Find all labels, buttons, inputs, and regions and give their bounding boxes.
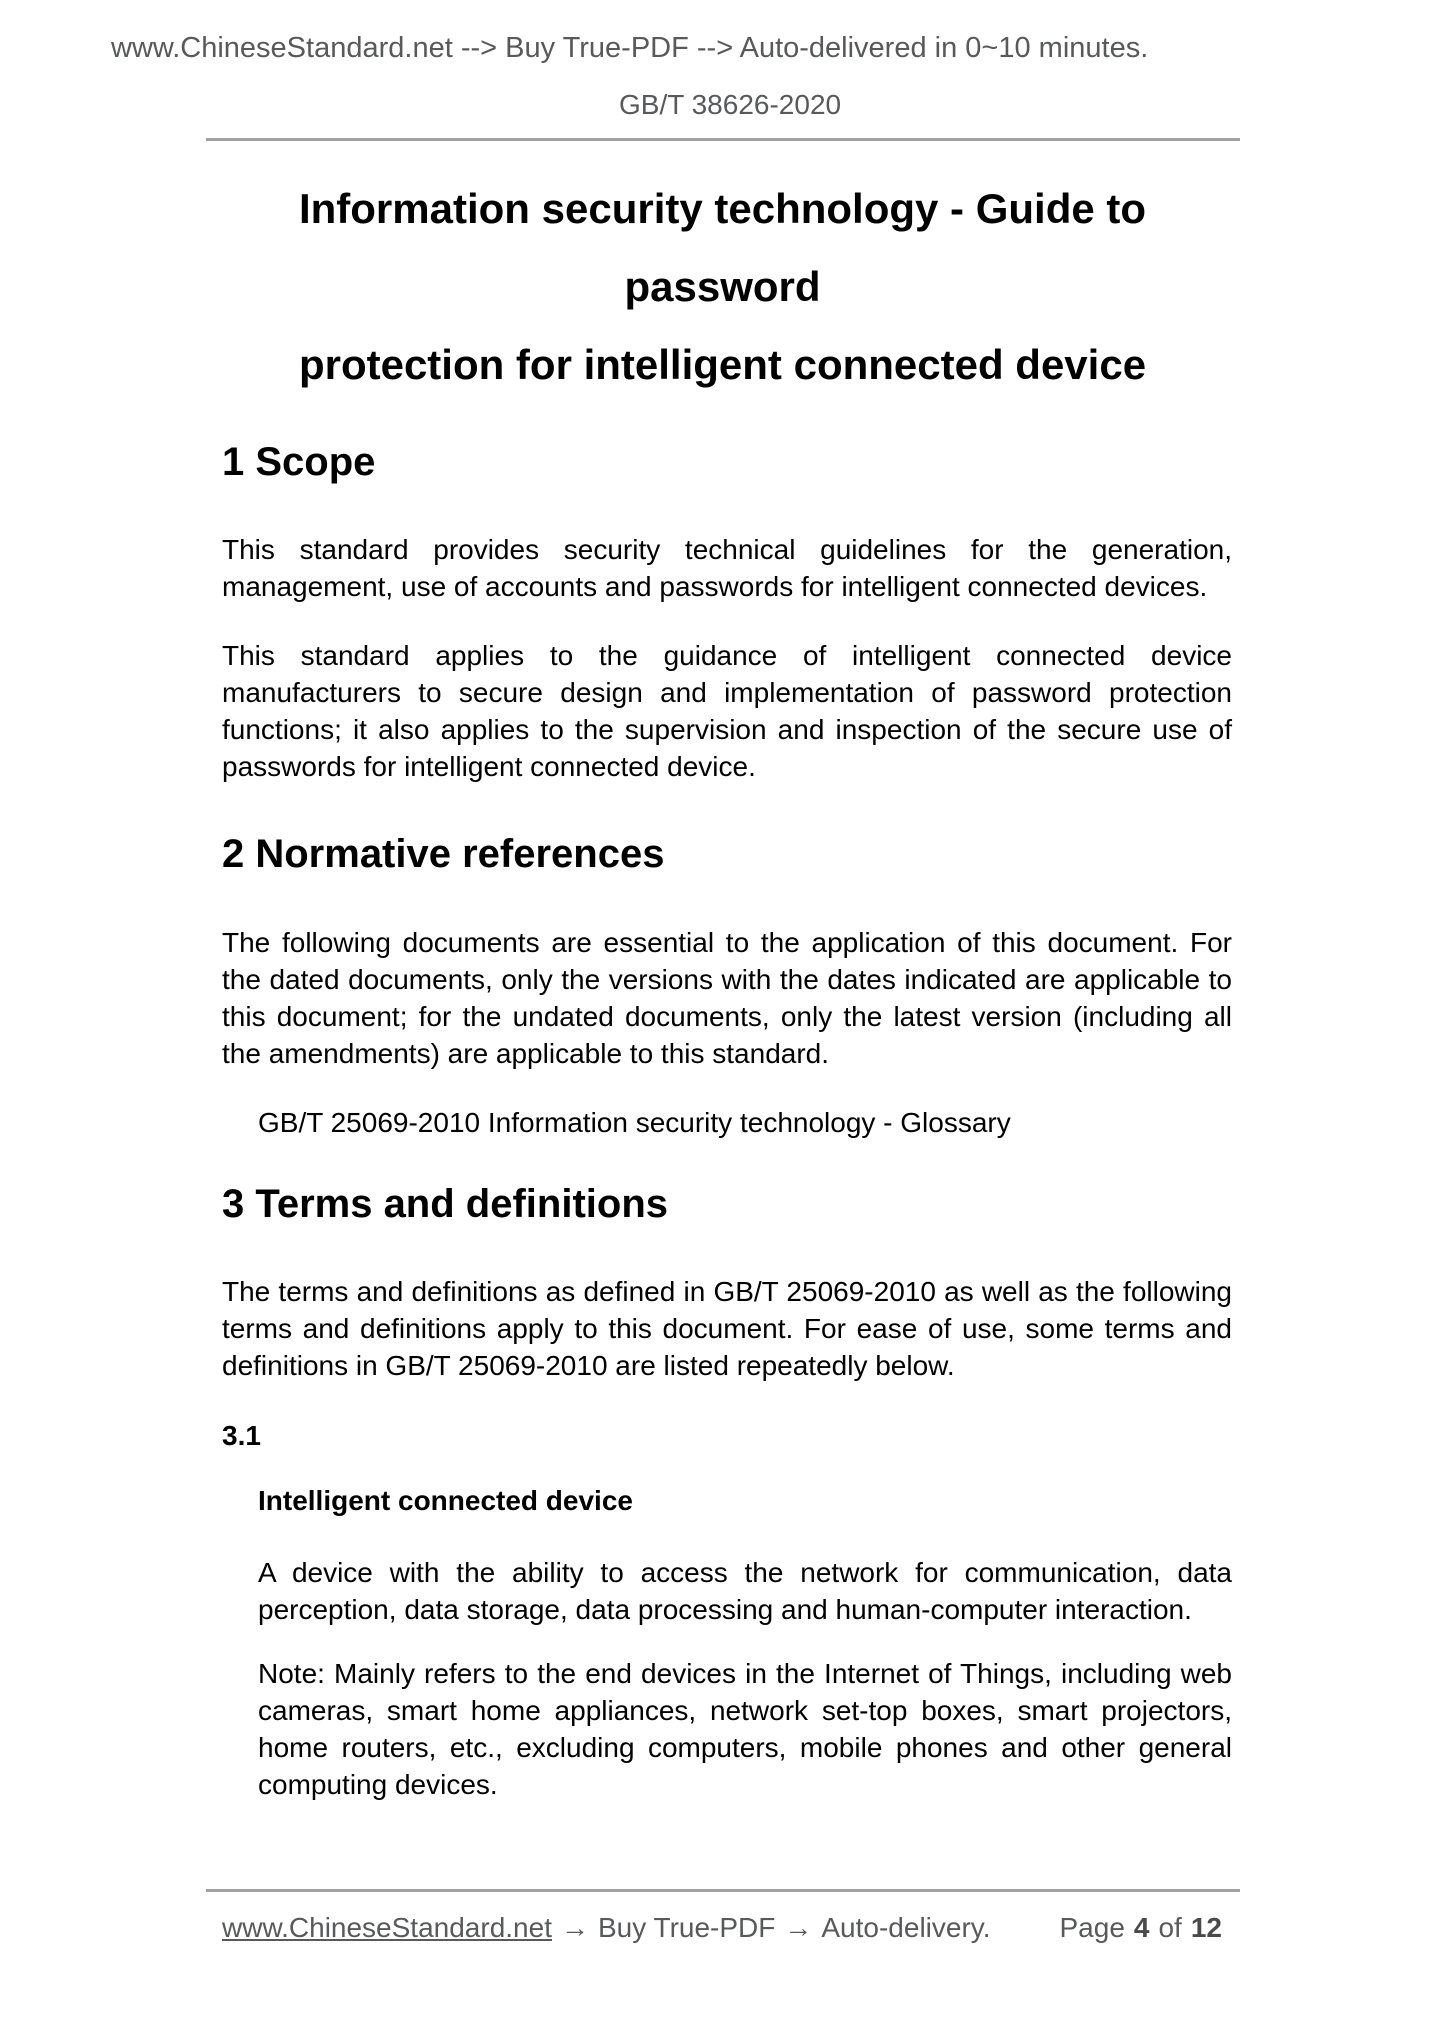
normative-references-paragraph: The following documents are essential to the application of this document. For the dated documents, only the versions with the dates indicated are applicable to this document; for the undated documents, only the latest version (including all the amendments) are applicable to this standard. — [222, 927, 1232, 1069]
arrow-right-icon: → — [784, 1912, 813, 1943]
term-definition: A device with the ability to access the network for communication, data perception, data storage, data processing and human-computer interaction. — [258, 1557, 1232, 1625]
term-item-number: 3.1 — [222, 1420, 261, 1451]
section-heading-normative-references: 2 Normative references — [222, 832, 665, 876]
header-doc-code: GB/T 38626-2020 — [619, 89, 842, 120]
terms-intro-paragraph: The terms and definitions as defined in GB/T 25069-2010 as well as the following terms and definitions apply to this document. For ease of use, some terms and definitions in GB/T 25069-2010 are listed repeatedly below. — [222, 1276, 1232, 1381]
footer-left — [222, 1909, 990, 1946]
page-total: 12 — [1190, 1912, 1222, 1943]
section-heading-scope: 1 Scope — [222, 440, 376, 484]
footer-site-link[interactable]: www.ChineseStandard.net — [222, 1912, 552, 1943]
header-divider — [206, 138, 1240, 141]
footer-divider — [206, 1889, 1240, 1892]
arrow-right-icon: → — [560, 1912, 589, 1943]
footer-page-indicator — [1060, 1909, 1223, 1946]
section-heading-terms-definitions: 3 Terms and definitions — [222, 1182, 668, 1226]
term-name: Intelligent connected device — [258, 1485, 633, 1516]
page-of-label: of — [1158, 1912, 1182, 1943]
scope-paragraph-2: This standard applies to the guidance of intelligent connected device manufacturers to secure design and implementation of password protection functions; it also applies to the supervision and inspection of the secure use of passwords for intelligent connected device. — [222, 640, 1232, 782]
footer — [222, 1909, 1222, 1946]
document-title — [200, 170, 1245, 404]
term-note: Note: Mainly refers to the end devices in the Internet of Things, including web cameras, smart home appliances, network set-top boxes, smart projectors, home routers, etc., excluding computers, mobile phones and other general computing devices. — [258, 1658, 1232, 1800]
scope-paragraph-1: This standard provides security technical guidelines for the generation, management, use of accounts and passwords for intelligent connected devices. — [222, 534, 1232, 602]
footer-delivery-text: Auto-delivery. — [821, 1912, 991, 1943]
document-title-line2: protection for intelligent connected device — [298, 341, 1147, 388]
document-title-line1: Information security technology - Guide to password — [298, 185, 1147, 310]
header-banner-text: www.ChineseStandard.net --> Buy True-PDF --> Auto-delivered in 0~10 minutes. — [111, 32, 1149, 64]
footer-buy-text: Buy True-PDF — [597, 1912, 776, 1943]
normative-reference-entry: GB/T 25069-2010 Information security technology - Glossary — [258, 1107, 1011, 1138]
page-current: 4 — [1133, 1912, 1150, 1943]
page-label: Page — [1059, 1912, 1125, 1943]
